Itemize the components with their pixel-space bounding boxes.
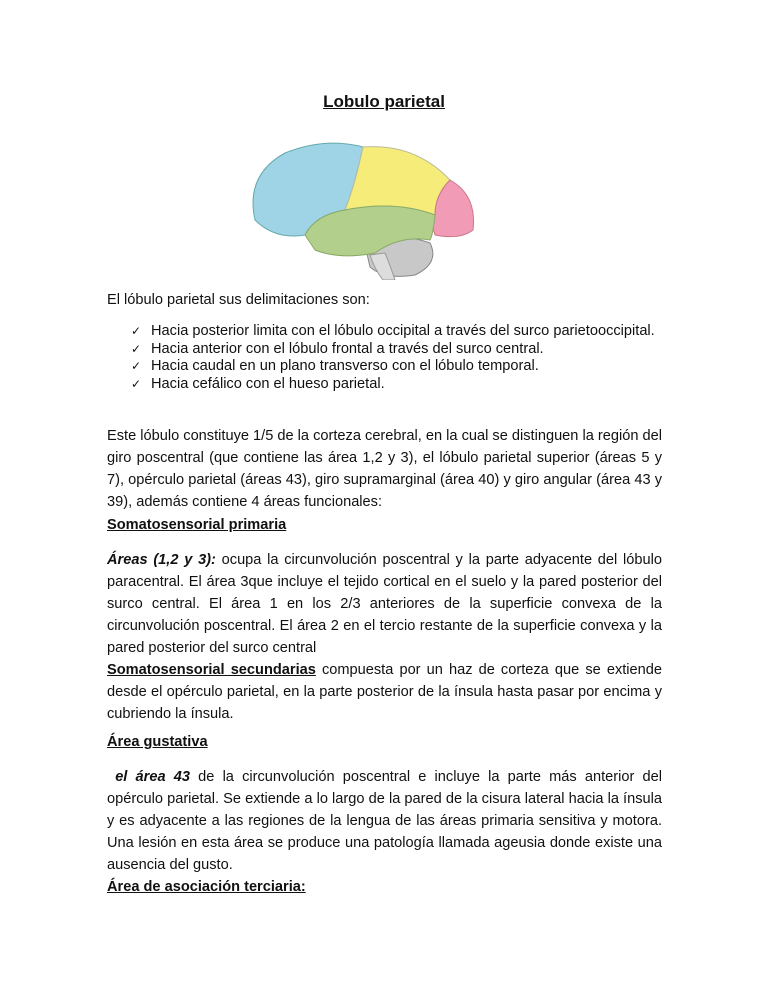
list-item-text: Hacia anterior con el lóbulo frontal a través del surco central. <box>151 340 544 357</box>
paragraph-secundarias <box>107 659 662 725</box>
paragraph-text: de la circunvolución poscentral e incluye la parte más anterior del opérculo parietal. Se extiende a lo largo de la pared de la cisura lateral hacia la ínsula y es adyacente a las regiones de la lengua de las áreas primaria sensitiva y motora. Una lesión en esta área se produce una patología llamada ageusia donde existe una ausencia del gusto. <box>107 769 662 873</box>
checkmark-icon: ✓ <box>131 359 142 373</box>
section-heading: Somatosensorial primaria <box>107 517 287 533</box>
list-item-text: Hacia posterior limita con el lóbulo occipital a través del surco parietooccipital. <box>151 323 655 339</box>
checkmark-icon: ✓ <box>131 324 142 338</box>
section-heading: Área gustativa <box>107 734 208 750</box>
list-item-text: Hacia cefálico con el hueso parietal. <box>151 375 385 392</box>
page-title: Lobulo parietal <box>323 92 445 111</box>
paragraph-text: compuesta por un haz de corteza que se extiende desde el opérculo parietal, en la parte posterior de la ínsula hasta pasar por encima y cubriendo la ínsula. <box>107 662 663 722</box>
bold-lead: el área 43 <box>115 769 190 785</box>
list-item <box>107 358 662 376</box>
list-item-text: Hacia caudal en un plano transverso con el lóbulo temporal. <box>151 358 539 374</box>
bold-lead: Áreas (1,2 y 3): <box>107 552 216 568</box>
heading-asociacion-terciaria <box>107 879 662 895</box>
checkmark-icon: ✓ <box>131 341 142 356</box>
heading-area-gustativa <box>107 734 662 750</box>
paragraph-text: ocupa la circunvolución poscentral y la parte adyacente del lóbulo paracentral. El área 3que incluye el tejido cortical en el suelo y la pared posterior del surco central. El área 1 en los 2/3 anteriores de la superficie convexa de la circunvolución poscentral. El área 2 en el tercio restante de la superficie convexa y la pared posterior del surco central <box>107 552 662 656</box>
paragraph-primaria <box>107 549 662 659</box>
list-item <box>107 341 662 359</box>
section-heading: Somatosensorial secundarias <box>107 662 316 678</box>
paragraph-gustativa <box>107 766 662 876</box>
heading-somatosensorial-primaria <box>107 517 662 533</box>
list-item <box>107 376 662 394</box>
brain-lobes-illustration <box>245 135 485 280</box>
paragraph-overview: Este lóbulo constituye 1/5 de la corteza cerebral, en la cual se distinguen la región del giro poscentral (que contiene las área 1,2 y 3), el lóbulo parietal superior (áreas 5 y 7), opérculo parietal (áreas 43), giro supramarginal (área 40) y giro angular (área 43 y 39), además contiene 4 áreas funcionales: <box>107 428 662 510</box>
list-item <box>107 323 662 341</box>
checkmark-icon: ✓ <box>131 376 142 391</box>
section-heading: Área de asociación terciaria: <box>107 879 306 895</box>
delimitations-list <box>107 323 662 393</box>
intro-text: El lóbulo parietal sus delimitaciones son: <box>107 292 370 308</box>
parietal-lobe <box>345 147 450 215</box>
